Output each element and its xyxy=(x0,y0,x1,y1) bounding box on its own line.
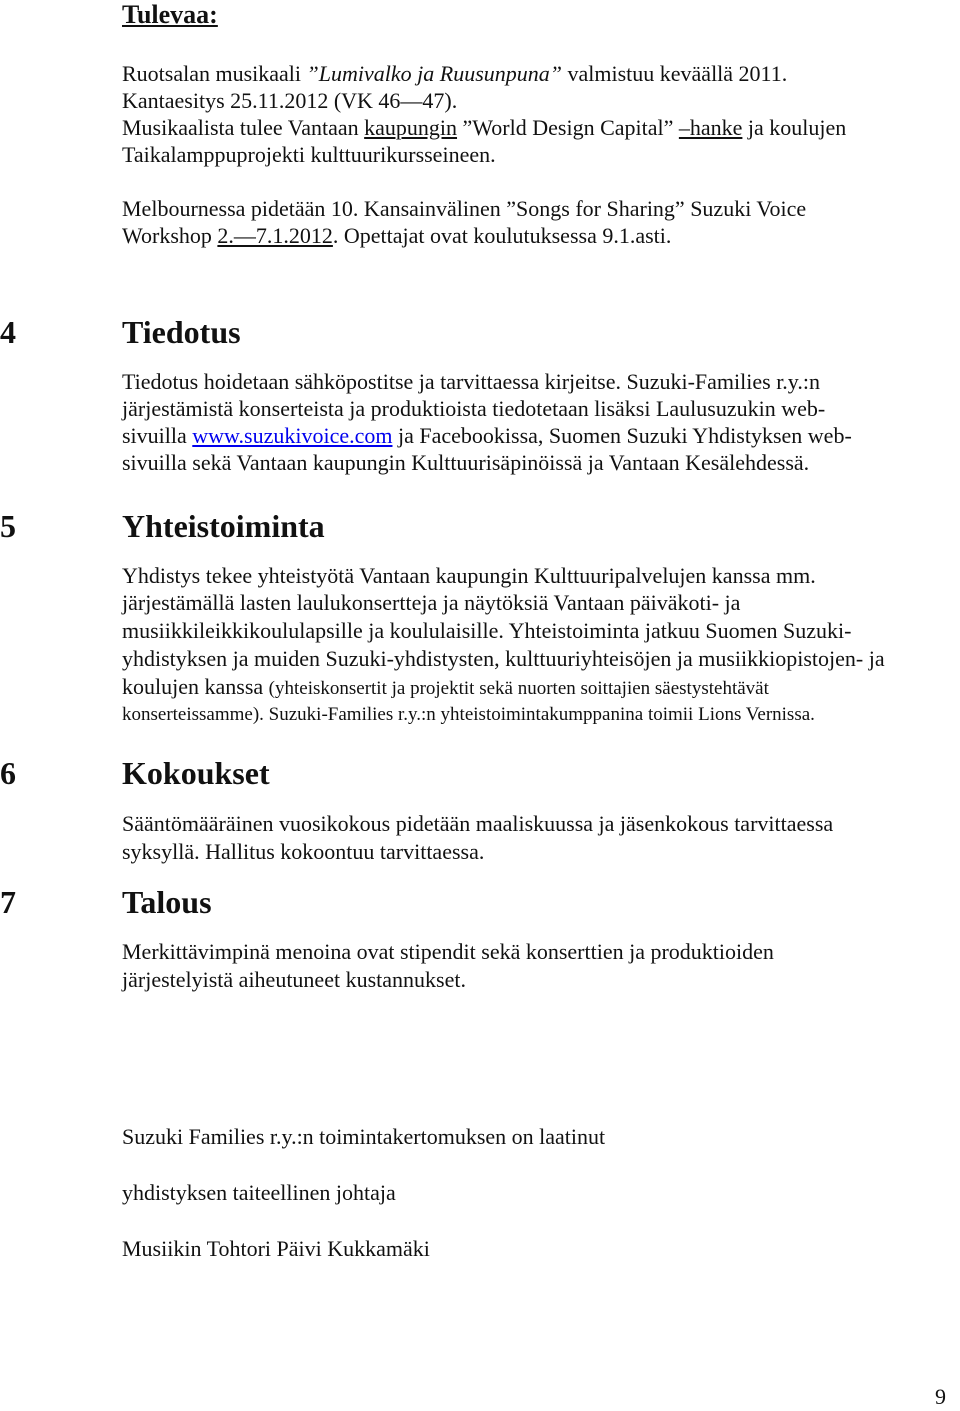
tulevaa-paragraph-1-line-4: Taikalamppuprojekti kulttuurikursseineen. xyxy=(122,142,496,167)
section-title: Kokoukset xyxy=(122,755,270,791)
tulevaa-paragraph-2-line-1: Melbournessa pidetään 10. Kansainvälinen ”Songs for Sharing” Suzuki Voice xyxy=(122,196,807,221)
text: . Opettajat ovat koulutuksessa 9.1.asti. xyxy=(332,223,672,248)
yhteistoiminta-line-5 xyxy=(122,673,769,702)
underlined-text: –hanke xyxy=(678,115,743,140)
talous-line-1: Merkittävimpinä menoina ovat stipendit sekä konserttien ja produktioiden xyxy=(122,939,774,964)
signature-line-2: yhdistyksen taiteellinen johtaja xyxy=(122,1180,396,1205)
text: ja Facebookissa, Suomen Suzuki Yhdistyksen web- xyxy=(392,423,852,448)
section-number: 4 xyxy=(0,314,16,350)
tulevaa-paragraph-1-line-2: Kantaesitys 25.11.2012 (VK 46—47). xyxy=(122,88,458,113)
section-title: Yhteistoiminta xyxy=(122,508,325,544)
tiedotus-line-1: Tiedotus hoidetaan sähköpostitse ja tarvittaessa kirjeitse. Suzuki-Families r.y.:n xyxy=(122,369,820,394)
talous-line-2: järjestelyistä aiheutuneet kustannukset. xyxy=(122,967,466,992)
yhteistoiminta-line-6: konserteissamme). Suzuki-Families r.y.:n yhteistoimintakumppanina toimii Lions Vernissa. xyxy=(122,704,815,725)
website-link[interactable]: www.suzukivoice.com xyxy=(192,423,393,448)
tulevaa-paragraph-1-line-1 xyxy=(122,60,787,87)
text: sivuilla xyxy=(122,423,193,448)
tiedotus-line-3 xyxy=(122,422,852,449)
heading-tulevaa: Tulevaa: xyxy=(122,0,218,29)
section-number: 5 xyxy=(0,508,16,544)
text: Ruotsalan musikaali xyxy=(122,61,307,86)
yhteistoiminta-line-4: yhdistyksen ja muiden Suzuki-yhdistysten, kulttuuriyhteisöjen ja musiikkiopistojen- ja xyxy=(122,646,885,671)
section-title: Talous xyxy=(122,884,212,920)
section-number: 7 xyxy=(0,884,16,920)
tiedotus-line-2: järjestämistä konserteista ja produktioista tiedotetaan lisäksi Laulusuzukin web- xyxy=(122,396,826,421)
tulevaa-paragraph-2-line-2 xyxy=(122,222,671,249)
kokoukset-line-2: syksyllä. Hallitus kokoontuu tarvittaessa. xyxy=(122,839,485,864)
underlined-text: kaupungin xyxy=(364,115,458,140)
yhteistoiminta-line-1: Yhdistys tekee yhteistyötä Vantaan kaupungin Kulttuuripalvelujen kanssa mm. xyxy=(122,563,816,588)
section-number: 6 xyxy=(0,755,16,791)
signature-line-1: Suzuki Families r.y.:n toimintakertomuksen on laatinut xyxy=(122,1124,606,1149)
section-title: Tiedotus xyxy=(122,314,241,350)
text: Musikaalista tulee Vantaan xyxy=(122,115,365,140)
text: ja koulujen xyxy=(742,115,847,140)
small-text: (yhteiskonsertit ja projektit sekä nuorten soittajien säestystehtävät xyxy=(268,678,769,699)
text: koulujen kanssa xyxy=(122,674,269,699)
yhteistoiminta-line-3: musiikkileikkikoululapsille ja koululaisille. Yhteistoiminta jatkuu Suomen Suzuki- xyxy=(122,618,852,643)
musical-title: ”Lumivalko ja Ruusunpuna” xyxy=(306,61,562,86)
text: ”World Design Capital” xyxy=(457,115,679,140)
tulevaa-paragraph-1-line-3 xyxy=(122,114,846,141)
tiedotus-line-4: sivuilla sekä Vantaan kaupungin Kulttuurisäpinöissä ja Vantaan Kesälehdessä. xyxy=(122,450,810,475)
underlined-date: 2.—7.1.2012 xyxy=(217,223,333,248)
signature-line-3: Musiikin Tohtori Päivi Kukkamäki xyxy=(122,1236,430,1261)
kokoukset-line-1: Sääntömääräinen vuosikokous pidetään maaliskuussa ja jäsenkokous tarvittaessa xyxy=(122,811,834,836)
page-number: 9 xyxy=(935,1384,946,1409)
text: Workshop xyxy=(122,223,218,248)
text: valmistuu keväällä 2011. xyxy=(562,61,788,86)
yhteistoiminta-line-2: järjestämällä lasten laulukonsertteja ja näytöksiä Vantaan päiväkoti- ja xyxy=(122,590,741,615)
